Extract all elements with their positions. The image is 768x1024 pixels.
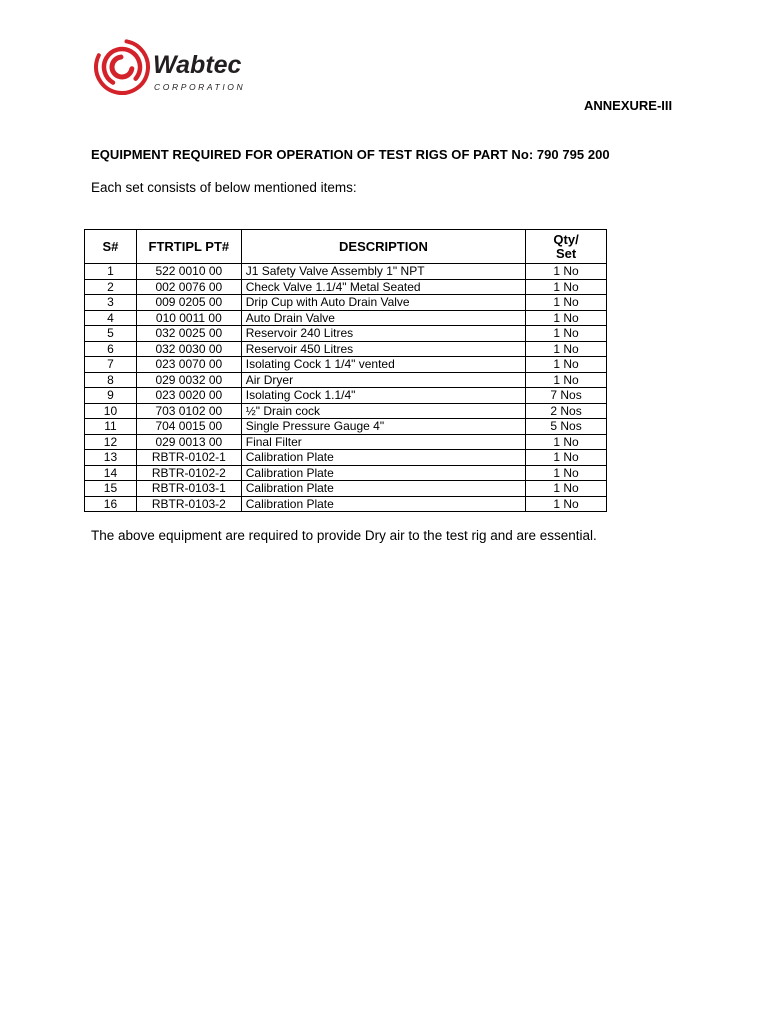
cell-part-number: 010 0011 00 [136,310,241,326]
col-header-description: DESCRIPTION [241,230,525,264]
cell-sn: 3 [85,295,137,311]
table-row [85,326,607,342]
cell-description: Calibration Plate [241,481,525,497]
cell-sn: 10 [85,403,137,419]
cell-qty: 1 No [526,279,607,295]
cell-qty: 1 No [526,372,607,388]
table-row [85,341,607,357]
cell-part-number: 023 0070 00 [136,357,241,373]
cell-qty: 2 Nos [526,403,607,419]
cell-qty: 1 No [526,434,607,450]
cell-description: Calibration Plate [241,450,525,466]
table-row [85,279,607,295]
cell-part-number: 703 0102 00 [136,403,241,419]
cell-sn: 9 [85,388,137,404]
equipment-table [84,229,607,512]
cell-part-number: RBTR-0103-2 [136,496,241,512]
cell-description: Final Filter [241,434,525,450]
page-title: EQUIPMENT REQUIRED FOR OPERATION OF TEST RIGS OF PART No: 790 795 200 [91,147,610,162]
cell-description: Calibration Plate [241,496,525,512]
cell-sn: 13 [85,450,137,466]
cell-qty: 5 Nos [526,419,607,435]
cell-part-number: 704 0015 00 [136,419,241,435]
cell-sn: 16 [85,496,137,512]
table-row [85,372,607,388]
cell-qty: 1 No [526,465,607,481]
footer-note: The above equipment are required to provide Dry air to the test rig and are essential. [91,528,597,543]
cell-qty: 1 No [526,496,607,512]
cell-sn: 8 [85,372,137,388]
table-row [85,496,607,512]
cell-part-number: 029 0032 00 [136,372,241,388]
cell-part-number: 032 0025 00 [136,326,241,342]
cell-description: Isolating Cock 1 1/4" vented [241,357,525,373]
cell-part-number: 002 0076 00 [136,279,241,295]
wabtec-swirl-icon [92,37,152,97]
cell-sn: 4 [85,310,137,326]
col-header-qty-line1: Qty/ [553,231,579,247]
table-header-row [85,230,607,264]
cell-part-number: 023 0020 00 [136,388,241,404]
cell-description: Reservoir 450 Litres [241,341,525,357]
cell-description: Single Pressure Gauge 4" [241,419,525,435]
col-header-qty [526,230,607,264]
cell-sn: 1 [85,264,137,280]
intro-text: Each set consists of below mentioned items: [91,180,357,195]
col-header-qty-line2: Set [555,245,577,261]
table-row [85,357,607,373]
cell-part-number: 029 0013 00 [136,434,241,450]
logo-wordmark: Wabtec [153,51,242,79]
cell-qty: 1 No [526,295,607,311]
cell-part-number: 032 0030 00 [136,341,241,357]
logo-subtitle: CORPORATION [154,82,246,92]
cell-qty: 1 No [526,357,607,373]
cell-sn: 2 [85,279,137,295]
cell-description: Check Valve 1.1/4" Metal Seated [241,279,525,295]
table-row [85,388,607,404]
table-row [85,434,607,450]
table-row [85,481,607,497]
cell-qty: 1 No [526,481,607,497]
cell-sn: 14 [85,465,137,481]
col-header-sn: S# [85,230,137,264]
table-row [85,465,607,481]
cell-qty: 1 No [526,450,607,466]
cell-qty: 1 No [526,310,607,326]
cell-description: Calibration Plate [241,465,525,481]
table-row [85,419,607,435]
cell-description: Air Dryer [241,372,525,388]
cell-sn: 12 [85,434,137,450]
cell-sn: 6 [85,341,137,357]
table-row [85,450,607,466]
cell-qty: 1 No [526,341,607,357]
cell-description: ½" Drain cock [241,403,525,419]
cell-description: Auto Drain Valve [241,310,525,326]
cell-description: Reservoir 240 Litres [241,326,525,342]
cell-part-number: 522 0010 00 [136,264,241,280]
cell-part-number: RBTR-0103-1 [136,481,241,497]
cell-description: J1 Safety Valve Assembly 1" NPT [241,264,525,280]
cell-sn: 5 [85,326,137,342]
col-header-part: FTRTIPL PT# [136,230,241,264]
cell-description: Isolating Cock 1.1/4" [241,388,525,404]
cell-part-number: 009 0205 00 [136,295,241,311]
annexure-label: ANNEXURE-III [584,98,673,113]
table-row [85,264,607,280]
cell-qty: 1 No [526,264,607,280]
cell-qty: 7 Nos [526,388,607,404]
wabtec-logo [91,36,271,98]
cell-part-number: RBTR-0102-1 [136,450,241,466]
cell-sn: 11 [85,419,137,435]
table-row [85,403,607,419]
cell-qty: 1 No [526,326,607,342]
cell-sn: 15 [85,481,137,497]
cell-sn: 7 [85,357,137,373]
table-row [85,295,607,311]
cell-part-number: RBTR-0102-2 [136,465,241,481]
cell-description: Drip Cup with Auto Drain Valve [241,295,525,311]
table-row [85,310,607,326]
